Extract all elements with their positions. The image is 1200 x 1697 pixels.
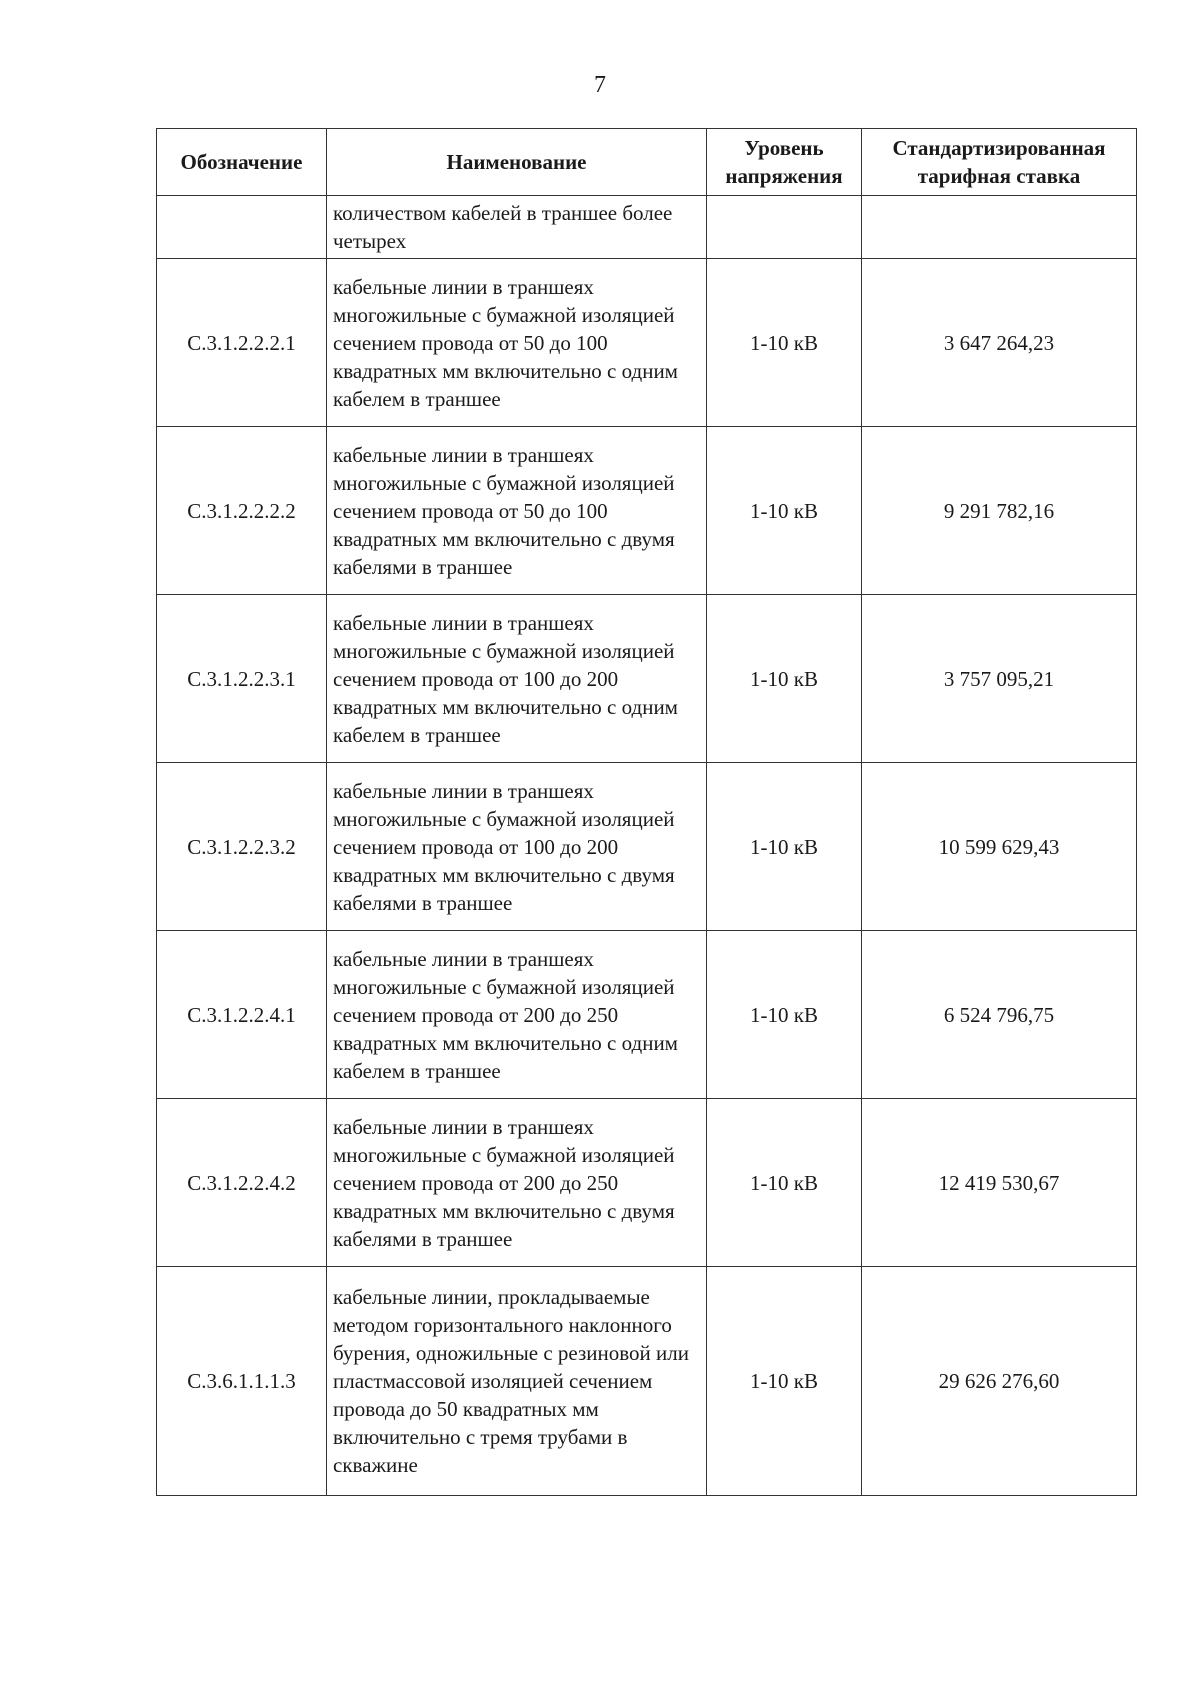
cell-name: кабельные линии в траншеях многожильные с бумажной изоляцией сечением провода от 50 до 100 квадратных мм включительно с одним кабелем в траншее [327, 259, 707, 427]
table-body [157, 196, 1137, 1496]
table-header [157, 129, 1137, 196]
page-number: 7 [594, 72, 606, 98]
cell-name: количеством кабелей в траншее более четырех [327, 196, 707, 259]
cell-rate: 9 291 782,16 [862, 427, 1137, 595]
cell-code: С.3.1.2.2.4.2 [157, 1099, 327, 1267]
cell-name: кабельные линии в траншеях многожильные с бумажной изоляцией сечением провода от 100 до 200 квадратных мм включительно с одним кабелем в траншее [327, 595, 707, 763]
cell-code: С.3.1.2.2.4.1 [157, 931, 327, 1099]
table-row [157, 1267, 1137, 1496]
tariff-table [156, 128, 1137, 1496]
cell-code: С.3.1.2.2.2.2 [157, 427, 327, 595]
cell-name: кабельные линии в траншеях многожильные с бумажной изоляцией сечением провода от 200 до 250 квадратных мм включительно с одним кабелем в траншее [327, 931, 707, 1099]
header-row [157, 129, 1137, 196]
header-voltage: Уровень напряжения [707, 129, 862, 196]
cell-voltage: 1-10 кВ [707, 259, 862, 427]
table-row [157, 931, 1137, 1099]
cell-name: кабельные линии в траншеях многожильные с бумажной изоляцией сечением провода от 200 до 250 квадратных мм включительно с двумя кабелями в траншее [327, 1099, 707, 1267]
cell-rate: 12 419 530,67 [862, 1099, 1137, 1267]
cell-name: кабельные линии в траншеях многожильные с бумажной изоляцией сечением провода от 50 до 100 квадратных мм включительно с двумя кабелями в траншее [327, 427, 707, 595]
cell-name: кабельные линии в траншеях многожильные с бумажной изоляцией сечением провода от 100 до 200 квадратных мм включительно с двумя кабелями в траншее [327, 763, 707, 931]
header-code: Обозначение [157, 129, 327, 196]
cell-rate: 29 626 276,60 [862, 1267, 1137, 1496]
cell-rate [862, 196, 1137, 259]
header-rate: Стандартизированная тарифная ставка [862, 129, 1137, 196]
table-row-continuation [157, 196, 1137, 259]
cell-code: С.3.6.1.1.1.3 [157, 1267, 327, 1496]
cell-rate: 3 757 095,21 [862, 595, 1137, 763]
cell-voltage: 1-10 кВ [707, 595, 862, 763]
cell-code [157, 196, 327, 259]
cell-code: С.3.1.2.2.3.1 [157, 595, 327, 763]
cell-voltage [707, 196, 862, 259]
table-row [157, 595, 1137, 763]
table-row [157, 259, 1137, 427]
cell-name: кабельные линии, прокладываемые методом горизонтального наклонного бурения, одножильные с резиновой или пластмассовой изоляцией сечением провода до 50 квадратных мм включительно с тремя трубами в скважине [327, 1267, 707, 1496]
cell-rate: 3 647 264,23 [862, 259, 1137, 427]
cell-rate: 6 524 796,75 [862, 931, 1137, 1099]
cell-rate: 10 599 629,43 [862, 763, 1137, 931]
table-row [157, 763, 1137, 931]
table-row [157, 427, 1137, 595]
cell-voltage: 1-10 кВ [707, 1099, 862, 1267]
table-row [157, 1099, 1137, 1267]
cell-code: С.3.1.2.2.2.1 [157, 259, 327, 427]
cell-voltage: 1-10 кВ [707, 931, 862, 1099]
cell-voltage: 1-10 кВ [707, 763, 862, 931]
cell-voltage: 1-10 кВ [707, 427, 862, 595]
header-name: Наименование [327, 129, 707, 196]
cell-voltage: 1-10 кВ [707, 1267, 862, 1496]
cell-code: С.3.1.2.2.3.2 [157, 763, 327, 931]
